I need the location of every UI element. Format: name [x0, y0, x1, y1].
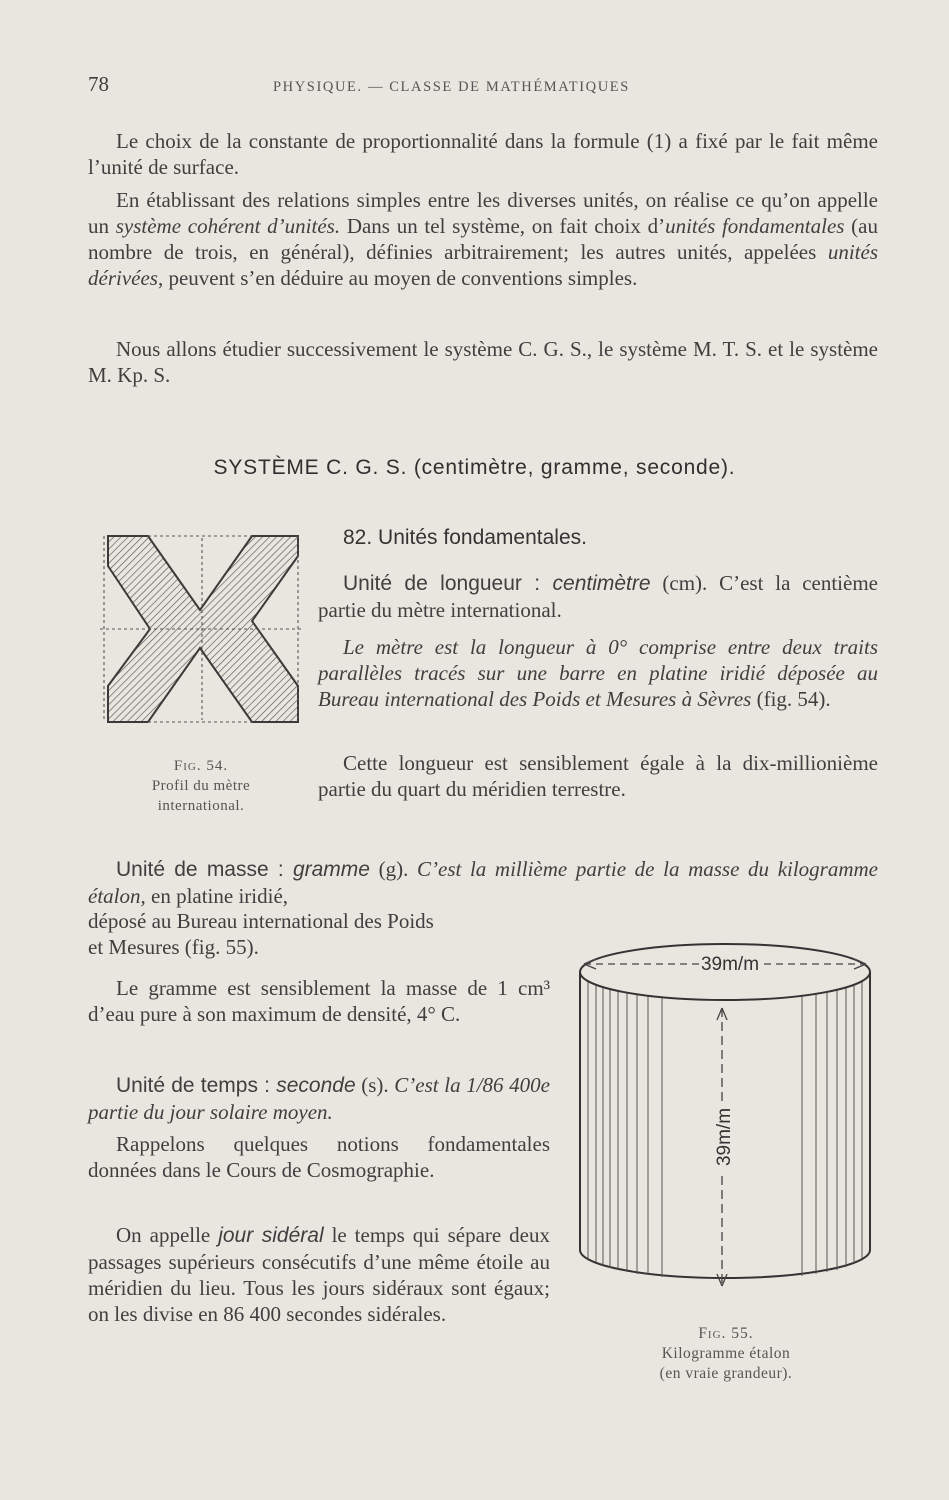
fig55-caption-line-2: (en vraie grandeur).: [659, 1365, 793, 1382]
running-head: PHYSIQUE. — CLASSE DE MATHÉMATIQUES: [273, 79, 630, 95]
mass-unit-definition: C’est la millième partie de la masse du kilogramme étalon,: [88, 857, 879, 908]
page-header: [88, 72, 878, 102]
sidereal-text-b: le temps qui sépare deux passages supérieurs consécutifs d’une même étoile au méridien du lieu. Tous les jours sidéraux sont égaux; on les divise en 86 400 secondes sidérales.: [88, 1223, 550, 1326]
mass-deposit-line-1: déposé au Bureau international des Poids: [88, 909, 434, 933]
length-unit-name: centimètre: [552, 572, 651, 595]
intro-paragraph-2: [88, 187, 878, 291]
time-unit-name: seconde: [276, 1074, 356, 1097]
height-label: 39m/m: [714, 1107, 735, 1167]
term-fundamental-units: unités fondamentales: [665, 214, 845, 238]
mass-unit-name: gramme: [292, 858, 370, 881]
time-unit-definition: C’est la 1/86 400e partie du jour solaire moyen.: [88, 1073, 550, 1124]
mass-deposit-line-2: et Mesures (fig. 55).: [88, 935, 259, 959]
time-unit-abbr: (s).: [355, 1073, 395, 1097]
fig54-caption: [96, 756, 306, 816]
fig54-caption-line-2: international.: [157, 798, 245, 814]
mass-unit-abbr: (g).: [369, 857, 417, 881]
intro-p2-text-c: Dans un tel système, on fait choix d’: [340, 214, 666, 238]
sidereal-day-paragraph: [88, 1222, 550, 1327]
mass-unit-material: en platine iridié,: [145, 884, 289, 908]
fig55-caption-line-1: Kilogramme étalon: [661, 1345, 791, 1362]
section-title: SYSTÈME C. G. S. (centimètre, gramme, seconde).: [213, 456, 736, 479]
fig54-caption-line-1: Profil du mètre: [151, 778, 251, 794]
article-82-heading: 82. Unités fondamentales.: [343, 526, 587, 549]
kilogram-cylinder-figure: [570, 932, 882, 1298]
metre-approximation-paragraph: Cette longueur est sensiblement égale à la dix-millionième partie du quart du méridien terrestre.: [318, 751, 878, 801]
metre-definition-ref: (fig. 54).: [751, 687, 831, 711]
page-number: 78: [88, 72, 109, 96]
fig54-label: Fig. 54.: [173, 758, 229, 774]
time-unit-paragraph: [88, 1072, 550, 1125]
intro-p2-text-e: (au nombre de trois, en général), définies arbitrairement; les autres unités, appelées: [88, 214, 878, 264]
mass-unit-label: Unité de masse :: [116, 858, 293, 881]
length-unit-label: Unité de longueur :: [343, 572, 553, 595]
fig55-caption: [618, 1324, 834, 1384]
length-unit-paragraph: [318, 570, 878, 623]
intro-paragraph-1: Le choix de la constante de proportionnalité dans la formule (1) a fixé par le fait même l’unité de surface.: [88, 129, 878, 179]
cosmography-recall-paragraph: Rappelons quelques notions fondamentales données dans le Cours de Cosmographie.: [88, 1132, 550, 1182]
fig55-label: Fig. 55.: [698, 1325, 754, 1342]
term-sidereal-day: jour sidéral: [218, 1224, 324, 1247]
mass-unit-line: [88, 856, 878, 909]
width-label: 39m/m: [700, 954, 760, 975]
metre-profile-figure: [96, 526, 306, 734]
intro-p2-text-a: En établissant des relations simples entre les diverses unités, on réalise ce qu’on appelle un: [88, 188, 878, 238]
time-unit-label: Unité de temps :: [116, 1074, 277, 1097]
intro-paragraph-3: Nous allons étudier successivement le système C. G. S., le système M. T. S. et le système M. Kp. S.: [88, 337, 878, 387]
metre-definition: Le mètre est la longueur à 0° comprise entre deux traits parallèles tracés sur une barre en platine iridié déposée au Bureau international des Poids et Mesures à Sèvres: [318, 635, 878, 711]
gram-approximation-paragraph: Le gramme est sensiblement la masse de 1 cm³ d’eau pure à son maximum de densité, 4° C.: [88, 976, 550, 1026]
length-unit-definition: (cm). C’est la centième partie du mètre international.: [318, 571, 878, 622]
term-derived-units: unités dérivées: [88, 240, 878, 290]
metre-definition-paragraph: [318, 634, 878, 712]
sidereal-text-a: On appelle: [116, 1223, 219, 1247]
intro-p2-text-g: , peuvent s’en déduire au moyen de conventions simples.: [157, 266, 638, 290]
term-coherent-system: système cohérent d’unités.: [115, 214, 341, 238]
